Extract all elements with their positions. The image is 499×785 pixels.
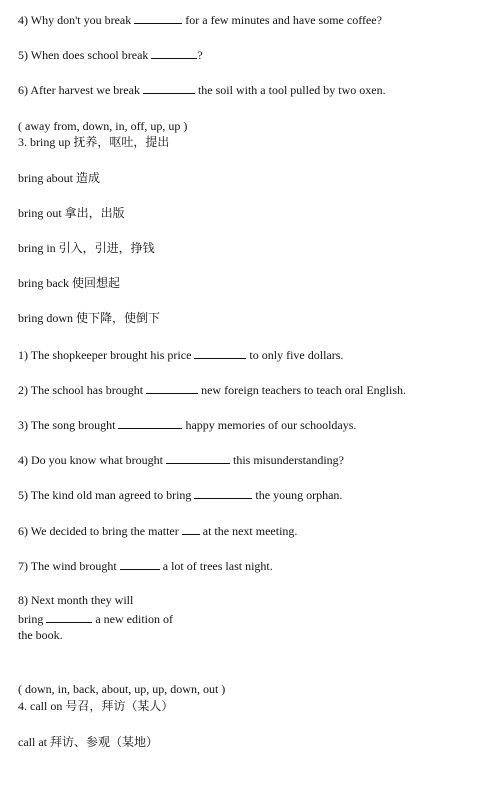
options-list: ( down, in, back, about, up, up, down, out ) — [18, 682, 226, 696]
section-heading: 3. bring up 抚养，呕吐，提出 — [18, 135, 170, 149]
answer-blank[interactable] — [120, 558, 160, 570]
sentence-start: 3) The song brought — [18, 418, 116, 432]
exercise-item — [18, 347, 343, 362]
answer-blank[interactable] — [166, 452, 230, 464]
answer-blank[interactable] — [46, 611, 92, 623]
sentence-end: the young orphan. — [255, 488, 343, 502]
sentence-end: this misunderstanding? — [232, 453, 344, 467]
sentence-start: 6) We decided to bring the matter — [18, 524, 179, 538]
sentence-end: for a few minutes and have some coffee? — [185, 13, 382, 27]
answer-blank[interactable] — [151, 47, 197, 59]
exercise-item — [18, 82, 386, 97]
sentence-start: 5) When does school break — [18, 48, 149, 62]
exercise-item — [18, 523, 297, 538]
options-list: ( away from, down, in, off, up, up ) — [18, 119, 188, 133]
exercise-item — [18, 487, 342, 502]
sentence-start: 1) The shopkeeper brought his price — [18, 348, 192, 362]
sentence-start: 5) The kind old man agreed to bring — [18, 488, 192, 502]
sentence-end: happy memories of our schooldays. — [185, 418, 357, 432]
sentence-end: a lot of trees last night. — [162, 559, 273, 573]
exercise-item — [18, 382, 406, 397]
answer-blank[interactable] — [182, 523, 200, 535]
sentence-start: bring — [18, 612, 44, 626]
answer-blank[interactable] — [194, 347, 246, 359]
exercise-item-line: 8) Next month they will — [18, 593, 134, 607]
exercise-item — [18, 558, 273, 573]
sentence-start: 7) The wind brought — [18, 559, 117, 573]
sentence-end: new foreign teachers to teach oral English. — [201, 383, 407, 397]
sentence-end: a new edition of — [95, 612, 173, 626]
sentence-end: the soil with a tool pulled by two oxen. — [197, 83, 386, 97]
phrase-definition: bring about 造成 — [18, 171, 100, 185]
exercise-item — [18, 47, 203, 62]
phrase-definition: bring back 使回想起 — [18, 276, 120, 290]
phrase-definition: bring down 使下降，使倒下 — [18, 311, 160, 325]
exercise-item — [18, 12, 382, 27]
sentence-end: at the next meeting. — [202, 524, 298, 538]
exercise-item — [18, 417, 356, 432]
sentence-start: 6) After harvest we break — [18, 83, 140, 97]
answer-blank[interactable] — [194, 487, 252, 499]
answer-blank[interactable] — [143, 82, 195, 94]
sentence-end: ? — [197, 48, 203, 62]
sentence-start: 4) Why don't you break — [18, 13, 132, 27]
sentence-start: 2) The school has brought — [18, 383, 144, 397]
sentence-end: to only five dollars. — [249, 348, 344, 362]
answer-blank[interactable] — [118, 417, 182, 429]
exercise-item-line: the book. — [18, 628, 63, 642]
exercise-item — [18, 452, 344, 467]
section-heading: 4. call on 号召，拜访（某人） — [18, 699, 174, 713]
exercise-item — [18, 611, 173, 626]
sentence-start: 4) Do you know what brought — [18, 453, 163, 467]
answer-blank[interactable] — [134, 12, 182, 24]
answer-blank[interactable] — [146, 382, 198, 394]
phrase-definition: bring in 引入，引进，挣钱 — [18, 241, 155, 255]
phrase-definition: call at 拜访、参观（某地） — [18, 735, 158, 749]
phrase-definition: bring out 拿出，出版 — [18, 206, 125, 220]
